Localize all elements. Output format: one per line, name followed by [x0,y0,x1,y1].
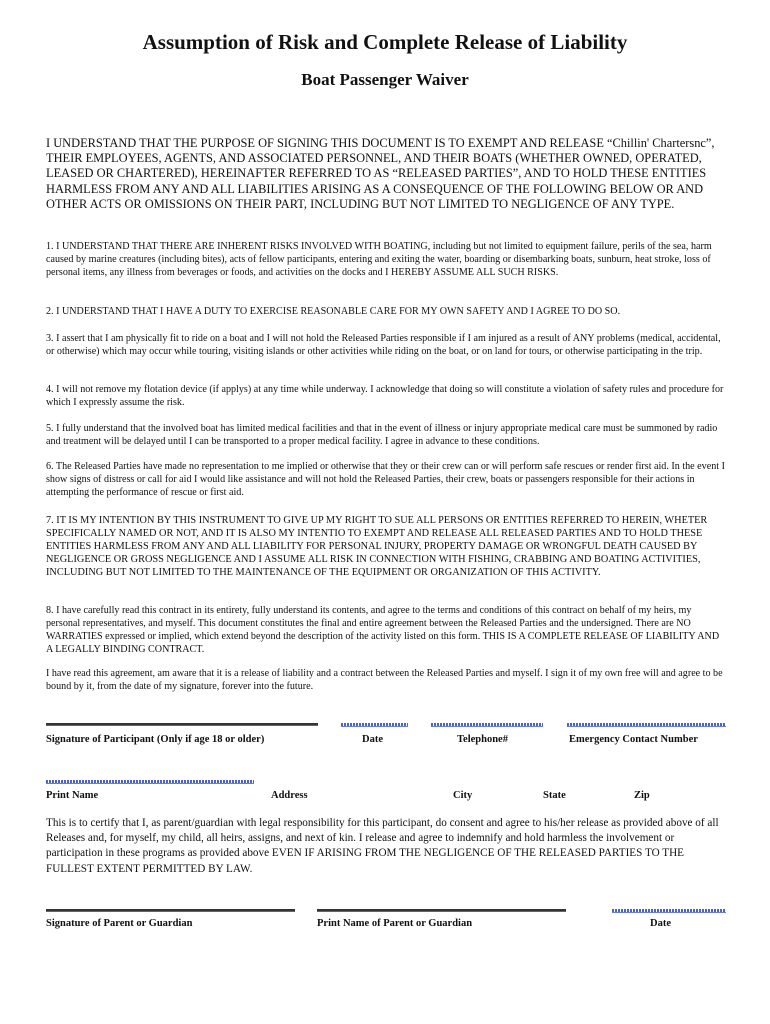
zip-label: Zip [634,790,650,801]
clause-4: 4. I will not remove my flotation device (if applys) at any time while underway. I acknowledge that doing so will constitute a violation of safety rules and procedure for which I expressly assume the risk. [46,384,724,408]
participant-signature-label: Signature of Participant (Only if age 18 or older) [46,734,265,745]
clause-5: 5. I fully understand that the involved boat has limited medical facilities and that in the event of illness or injury appropriate medical care must be summoned by radio and treatment will be delayed until I can be transported to a proper medical facility. I agree in advance to these conditions. [46,423,718,447]
acknowledgement-paragraph: I have read this agreement, am aware that it is a release of liability and a contract between the Released Parties and myself. I sign it of my own free will and agree to be bound by it, from the date of my signature, forever into the future. [46,668,723,692]
guardian-signature-line[interactable] [46,909,295,912]
date-label: Date [362,734,383,745]
clause-6: 6. The Released Parties have made no representation to me implied or otherwise that they or their crew can or will perform safe rescues or render first aid. In the event I show signs of distress or call for aid I would like assistance and will not hold the Released Parties, their crew, boats or passengers responsible for their actions in attempting the performance of rescue or first aid. [46,461,725,498]
guardian-print-name-label: Print Name of Parent or Guardian [317,918,473,929]
intro-paragraph: I UNDERSTAND THAT THE PURPOSE OF SIGNING THIS DOCUMENT IS TO EXEMPT AND RELEASE “Chillin' Chartersnc”, THEIR EMPLOYEES, AGENTS, AND ASSOCIATED PERSONNEL, AND THEIR BOATS (WHETHER OWNED, OPERATED, LEASED OR CHARTERED), HEREINAFTER REFERRED TO AS “RELEASED PARTIES”, AND TO HOLD THESE ENTITIES HARMLESS FROM ANY AND ALL LIABILITIES ARISING AS A CONSEQUENCE OF THE FOLLOWING BELOW OR AND OTHER ACTS OR OMISSIONS ON THEIR PART, INCLUDING BUT NOT LIMITED TO NEGLIGENCE OF ANY TYPE. [46,136,715,211]
document-title: Assumption of Risk and Complete Release of Liability [142,30,628,54]
state-label: State [543,790,566,801]
emergency-contact-line[interactable] [567,723,726,727]
guardian-date-line[interactable] [612,909,726,913]
address-label: Address [271,790,308,801]
date-line[interactable] [341,723,408,727]
telephone-label: Telephone# [457,734,508,745]
emergency-contact-label: Emergency Contact Number [569,734,698,745]
city-label: City [453,790,473,801]
participant-signature-line[interactable] [46,723,318,726]
guardian-date-label: Date [650,918,671,929]
document-subtitle: Boat Passenger Waiver [301,70,469,89]
guardian-signature-label: Signature of Parent or Guardian [46,918,193,929]
guardian-print-name-line[interactable] [317,909,566,912]
telephone-line[interactable] [431,723,543,727]
clause-8: 8. I have carefully read this contract in its entirety, fully understand its contents, and agree to the terms and conditions of this contract on behalf of my heirs, my personal representatives, and myself. This document constitutes the final and entire agreement between the Released Parties and the undersigned. There are NO WARRATIES expressed or implied, which extend beyond the description of the activity listed on this form. THIS IS A COMPLETE RELEASE OF LIABILITY AND A LEGALLY BINDING CONTRACT. [46,605,720,655]
print-name-label: Print Name [46,790,99,801]
clause-1: 1. I UNDERSTAND THAT THERE ARE INHERENT RISKS INVOLVED WITH BOATING, including but not limited to equipment failure, perils of the sea, harm caused by marine creatures (including bites), acts of fellow participants, entering and exiting the water, boarding or disembarking boats, sunburn, heat stroke, loss of personal items, any illness from beverages or foods, and activities on the docks and I HEREBY ASSUME ALL SUCH RISKS. [46,241,712,278]
guardian-consent-paragraph: This is to certify that I, as parent/guardian with legal responsibility for this participant, do consent and agree to his/her release as provided above of all Releases and, for myself, my child, all heirs, assigns, and next of kin. I release and agree to indemnify and hold harmless the involvement or participation in these programs as provided above EVEN IF ARISING FROM THE NEGLIGENCE OF THE RELEASED PARTIES TO THE FULLEST EXTENT PERMITTED BY LAW. [46,817,719,875]
clause-2: 2. I UNDERSTAND THAT I HAVE A DUTY TO EXERCISE REASONABLE CARE FOR MY OWN SAFETY AND I AGREE TO DO SO. [46,306,621,317]
clause-7: 7. IT IS MY INTENTION BY THIS INSTRUMENT TO GIVE UP MY RIGHT TO SUE ALL PERSONS OR ENTITIES REFERRED TO HEREIN, WHETER SPECIFICALLY NAMED OR NOT, AND IT IS ALSO MY INTENTIO TO EXEMPT AND RELEASE ALL RELEASED PARTIES AND TO HOLD THESE ENTITIES HARMLESS FROM ANY AND ALL LIABILITY FOR PERSONAL INJURY, PROPERTY DAMAGE OR WRONGFUL DEATH CAUSED BY NEGLIGENCE OR GROSS NEGLIGENCE AND I ASSUME ALL RISK IN CONNECTION WITH FISHING, CRABBING AND BOATING ACTIVITIES, INCLUDING BUT NOT LIMITED TO THE MAINTENANCE OF THE EQUIPMENT OR ORGANIZATION OF THIS ACTIVITY. [46,515,708,578]
clause-3: 3. I assert that I am physically fit to ride on a boat and I will not hold the Released Parties responsible if I am injured as a result of ANY problems (medical, accidental, or otherwise) which may occur while touring, visiting islands or other activities while riding on the boat, or on land for tours, or otherwise participating in the trip. [46,333,721,357]
print-name-line[interactable] [46,780,254,784]
